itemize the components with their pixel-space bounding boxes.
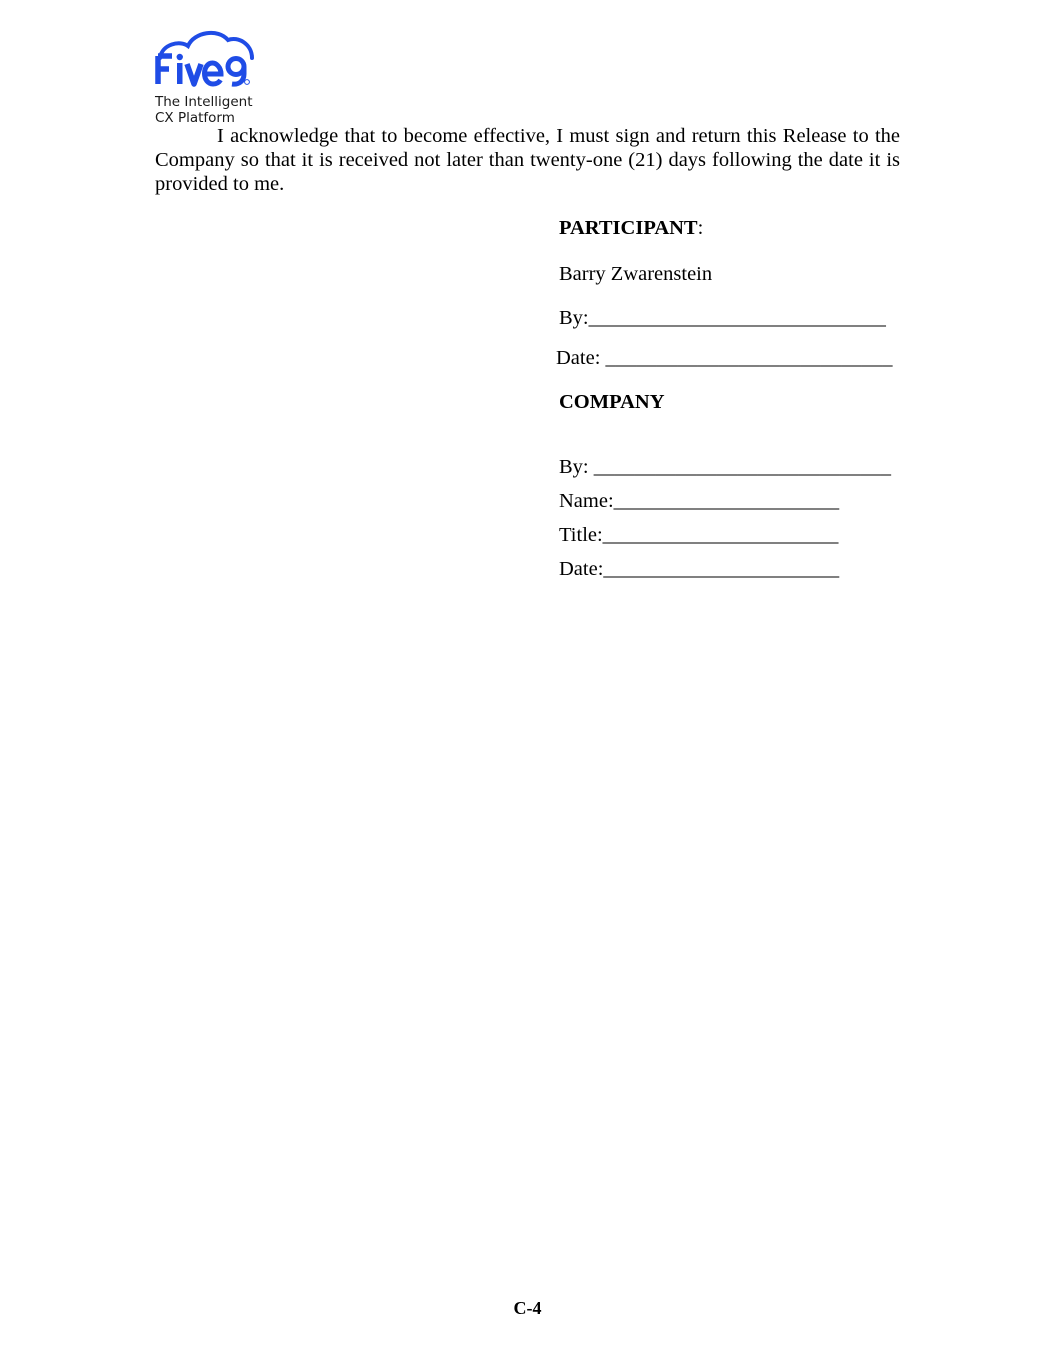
participant-heading-colon: : [697,217,704,239]
logo-tagline-line2: CX Platform [155,110,235,126]
release-acknowledgement-paragraph: I acknowledge that to become effective, I must sign and return this Release to the Company so that it is received not later than twenty-one (21) days following the date it is provided to me. [155,125,900,195]
logo-tagline [155,94,253,126]
company-title-line: Title:_______________________ [559,524,839,546]
participant-by-signature-line: By:_____________________________ [559,307,886,329]
participant-name: Barry Zwarenstein [559,263,713,285]
company-date-line: Date:_______________________ [559,558,840,580]
company-name-line: Name:______________________ [559,490,840,512]
logo-tagline-line1: The Intelligent [155,94,253,110]
participant-date-line: Date: ____________________________ [556,347,893,369]
five9-logo-icon [154,30,258,90]
company-by-signature-line: By: _____________________________ [559,456,891,478]
participant-heading-label: PARTICIPANT [559,217,698,239]
company-heading: COMPANY [559,391,665,413]
page-number: C-4 [513,1298,542,1318]
five9-logo [154,30,274,126]
participant-heading [559,216,703,240]
